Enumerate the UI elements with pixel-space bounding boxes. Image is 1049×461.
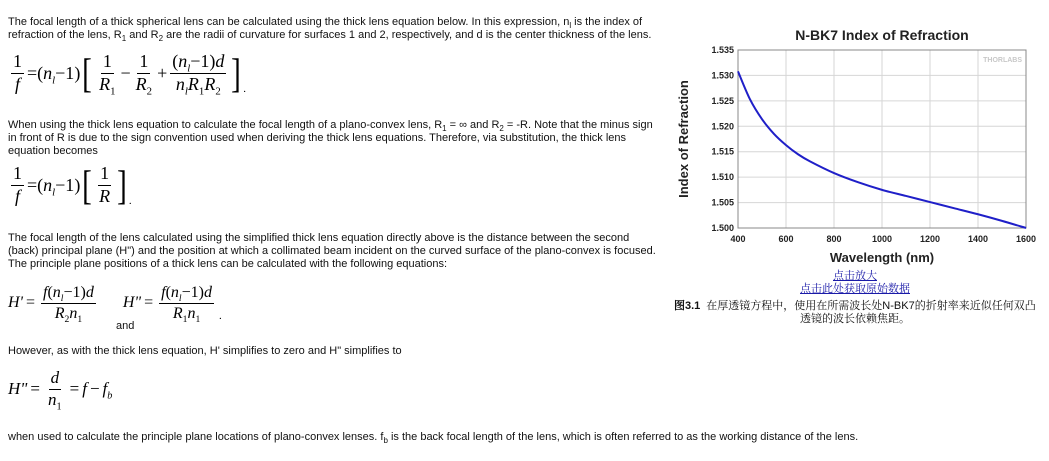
intro-paragraph	[8, 16, 651, 42]
fraction: $\frac{1}{R_2}$	[135, 51, 153, 98]
plus-sign: +	[157, 62, 168, 83]
enlarge-link[interactable]: 点击放大	[833, 270, 877, 282]
x-tick-label: 800	[826, 234, 842, 244]
equals-sign: =	[30, 379, 41, 399]
left-bracket: [	[82, 49, 93, 96]
h-double-prime-equation	[8, 368, 113, 413]
x-tick-label: 1000	[871, 234, 893, 244]
raw-data-link[interactable]: 点击此处获取原始数据	[800, 283, 910, 295]
fraction: $\frac{1}{R}$	[99, 163, 111, 206]
y-tick-label: 1.530	[711, 70, 734, 81]
text-run: The focal length of a thick spherical lens can be calculated using the thick lens equation below. In this expression, n	[8, 16, 570, 28]
text-run: The focal length of the lens calculated using the simplified thick lens equation directly above is the distance between the second	[8, 232, 630, 244]
x-tick-labels	[730, 234, 1036, 244]
text-run: refraction of the lens, R	[8, 29, 122, 41]
y-tick-label: 1.525	[711, 95, 734, 106]
text-run: in front of R is due to the sign convention used when deriving the thick lens equations. Therefore, via substitution, the thick lens	[8, 132, 626, 144]
period: .	[218, 310, 222, 323]
subscript: l	[569, 21, 572, 31]
fraction: $\frac{f(n_l-1)d}{R_1n_1}$	[161, 284, 212, 325]
x-tick-label: 1400	[967, 234, 989, 244]
fraction: $\frac{(n_l-1)d}{n_lR_1R_2}$	[172, 51, 225, 98]
text-run: = -R. Note that the minus sign	[503, 119, 653, 131]
period: .	[243, 82, 246, 95]
text-run: equation becomes	[8, 145, 98, 157]
fraction: $\frac{1}{f}$	[13, 163, 22, 206]
watermark-logo: THORLABS	[983, 57, 1022, 64]
right-bracket: ]	[117, 161, 127, 208]
y-tick-label: 1.500	[711, 223, 734, 233]
text-run: When using the thick lens equation to calculate the focal length of a plano-convex lens, R	[8, 119, 443, 131]
denominator: f	[14, 73, 20, 94]
equals-sign: =	[25, 294, 36, 312]
left-bracket: [	[82, 161, 93, 208]
subscript: 1	[442, 124, 447, 134]
equals-sign: =	[144, 294, 154, 312]
back-focal-length: $f_b$	[102, 379, 113, 402]
subscript: 1	[121, 34, 127, 44]
y-tick-label: 1.520	[711, 121, 734, 132]
period: .	[128, 194, 132, 207]
y-tick-label: 1.505	[711, 197, 734, 208]
text-run: are the radii of curvature for surfaces 1 and 2, respectively, and d is the center thickness of the lens.	[163, 29, 652, 41]
chart-grid	[738, 50, 1026, 228]
chart-svg	[672, 22, 1044, 270]
text-run: is the index of	[571, 16, 643, 28]
equals-sign: =	[69, 379, 80, 399]
text-run: (back) principal plane (H") and the position at which a collimated beam incident on the curved surface of the plano-convex is focused.	[8, 245, 656, 257]
term: $(n_l-1)$	[37, 174, 81, 199]
x-tick-label: 1200	[919, 234, 941, 244]
fraction	[11, 52, 24, 95]
term: $(n_l-1)$	[37, 62, 81, 87]
figure-caption	[674, 300, 1040, 326]
x-tick-label: 1600	[1015, 234, 1037, 244]
caption-line-1: 在厚透镜方程中，使用在所需波长处N-BK7的折射率来近似任何双凸	[706, 300, 1036, 312]
y-tick-label: 1.535	[711, 45, 734, 55]
h-double-prime: H"	[8, 379, 28, 399]
text-run: is the back focal length of the lens, which is often referred to as the working distance of the lens.	[387, 431, 859, 443]
fraction: $\frac{1}{R_1}$	[99, 51, 116, 98]
x-tick-label: 400	[730, 234, 746, 244]
y-axis-label: Index of Refraction	[676, 80, 691, 198]
numerator: 1	[11, 52, 24, 74]
y-tick-labels	[711, 45, 734, 233]
text-run: = ∞ and R	[446, 119, 500, 131]
thick-lens-equation	[8, 49, 246, 98]
refraction-chart[interactable]	[672, 22, 1044, 270]
simplified-lens-equation	[8, 161, 132, 208]
y-tick-label: 1.510	[711, 172, 734, 183]
fraction: $\frac{f(n_l-1)d}{R_2n_1}$	[43, 284, 94, 325]
minus-sign: −	[89, 379, 100, 399]
caption-line-2: 透镜的波长依赖焦距。	[800, 313, 910, 325]
h-double-prime: H"	[122, 294, 142, 312]
x-tick-label: 600	[778, 234, 794, 244]
subscript: 2	[158, 34, 164, 44]
and-word: and	[116, 320, 135, 332]
caption-label: 图3.1	[674, 300, 701, 312]
fraction: $\frac{d}{n_1}$	[48, 368, 62, 413]
text-run: and R	[126, 29, 159, 41]
principal-plane-equations	[8, 284, 222, 325]
y-tick-label: 1.515	[711, 146, 734, 157]
closing-paragraph	[8, 431, 858, 444]
plano-convex-paragraph	[8, 119, 653, 158]
text-run: when used to calculate the principle plane locations of plano-convex lenses. f	[8, 431, 384, 443]
figure-links	[672, 270, 1038, 296]
subscript: b	[383, 436, 388, 446]
minus-sign: −	[120, 62, 131, 83]
subscript: 2	[499, 124, 504, 134]
principal-plane-paragraph	[8, 232, 656, 271]
text-run: The principle plane positions of a thick lens can be calculated with the following equations:	[8, 258, 448, 270]
h-prime: H'	[8, 294, 23, 312]
chart-title: N-BK7 Index of Refraction	[795, 27, 969, 43]
equals-sign: =	[27, 62, 38, 83]
focal-length: f	[82, 379, 87, 399]
equals-sign: =	[27, 174, 38, 195]
right-bracket: ]	[231, 49, 242, 96]
text-run: However, as with the thick lens equation, H' simplifies to zero and H" simplifies to	[8, 345, 402, 357]
simplification-paragraph	[8, 345, 402, 358]
x-axis-label: Wavelength (nm)	[829, 250, 935, 265]
